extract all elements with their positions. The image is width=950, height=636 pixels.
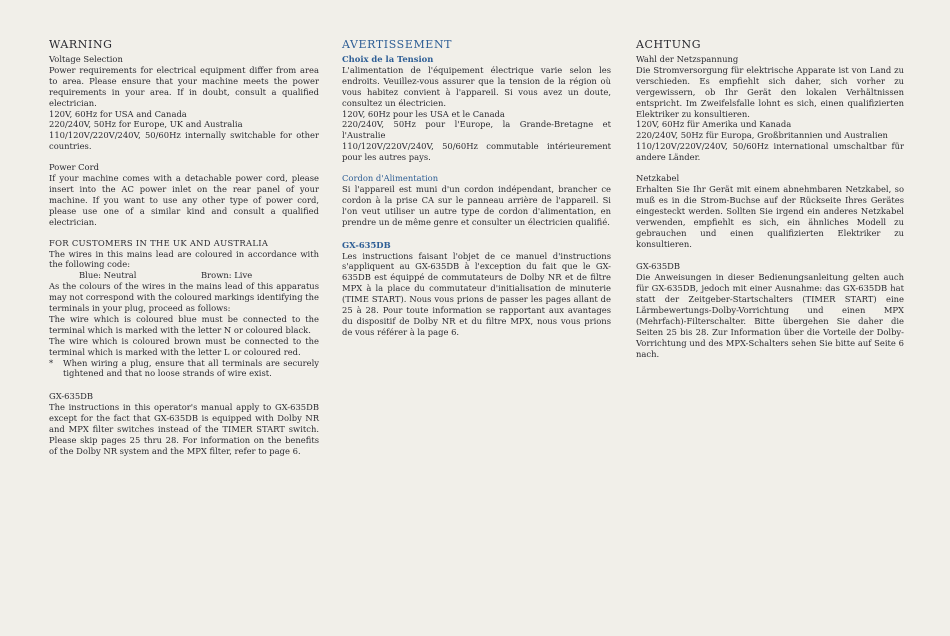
note-text: When wiring a plug, ensure that all terminals are securely tightened and that no loose strands of wire exist. <box>63 357 319 379</box>
english-voltage-line-2: 220/240V, 50Hz for Europe, UK and Australia <box>49 119 243 130</box>
french-heading: AVERTISSEMENT <box>342 38 453 51</box>
german-voltage-line-2: 220/240V, 50Hz für Europa, Großbritannien und Australien <box>636 130 888 141</box>
english-voltage-line-1: 120V, 60Hz for USA and Canada <box>49 108 187 119</box>
french-voltage-line-3: 110/120V/220V/240V, 50/60Hz commutable intérieurement pour les autres pays. <box>342 141 611 163</box>
german-model-title: GX-635DB <box>636 261 681 272</box>
french-column <box>342 38 611 338</box>
english-uk-au-p1: As the colours of the wires in the mains lead of this apparatus may not correspond with the coloured markings identifying the terminals in your plug, proceed as follows: <box>49 281 319 314</box>
english-heading: WARNING <box>49 38 113 51</box>
code-blue-neutral: Blue: Neutral <box>79 270 137 281</box>
english-power-cord-title: Power Cord <box>49 162 99 173</box>
french-voltage-line-2: 220/240V, 50Hz pour l'Europe, la Grande-Bretagne et l'Australie <box>342 119 611 141</box>
french-model-title: GX-635DB <box>342 239 391 250</box>
note-asterisk: * <box>49 357 54 368</box>
german-heading: ACHTUNG <box>636 38 702 51</box>
english-column <box>49 38 319 457</box>
german-column <box>636 38 904 360</box>
german-voltage-line-1: 120V, 60Hz für Amerika und Kanada <box>636 119 792 130</box>
english-wiring-note <box>49 358 319 380</box>
german-voltage-title: Wahl der Netzspannung <box>636 54 739 64</box>
english-uk-au-title: FOR CUSTOMERS IN THE UK AND AUSTRALIA <box>49 237 269 248</box>
german-voltage-body: Die Stromversorgung für elektrische Apparate ist von Land zu verschieden. Es empfiehlt sich daher, sich vorher zu vergewissern, ob Ihr Gerät den lokalen Verhältnissen entspricht. Im Zweifelsfalle lohnt es sich, einen qualifizierten Elektriker zu konsultieren. <box>636 64 904 119</box>
english-voltage-body: Power requirements for electrical equipment differ from area to area. Please ensure that your machine meets the power requirements in your area. If in doubt, consult a qualified electrician. <box>49 64 319 108</box>
german-model-body: Die Anweisungen in dieser Bedienungsanleitung gelten auch für GX-635DB, jedoch mit einer Ausnahme: das GX-635DB hat statt der Zeitgeber-Startschalters (TIMER START) eine Lärmbewertungs-Dolby-Vorrichtung und einen MPX (Mehrfach)-Filterschalter. Bitte übergehen Sie daher die Seiten 25 bis 28. Zur Information über die Vorteile der Dolby-Vorrichtung und des MPX-Schalters sehen Sie bitte auf Seite 6 nach. <box>636 272 904 359</box>
wire-colour-code <box>49 270 319 281</box>
english-model-body: The instructions in this operator's manual apply to GX-635DB except for the fact that GX-635DB is equipped with Dolby NR and MPX filter switches instead of the TIMER START switch. Please skip pages 25 thru 28. For information on the benefits of the Dolby NR system and the MPX filter, refer to page 6. <box>49 402 319 456</box>
french-voltage-body: L'alimentation de l'équipement électrique varie selon les endroits. Veuillez-vous assurer que la tension de la région où vous habitez convient à l'appareil. Si vous avez un doute, consultez un électricien. <box>342 64 611 108</box>
french-model-body: Les instructions faisant l'objet de ce manuel d'instructions s'appliquent au GX-635DB à l'exception du fait que le GX-635DB est équippé de commutateurs de Dolby NR et de filtre MPX à la place du commutateur d'initialisation de minuterie (TIME START). Nous vous prions de passer les pages allant de 25 à 28. Pour toute information se rapportant aux avantages du dispositif de Dolby NR et du filtre MPX, nous vous prions de vous référer à la page 6. <box>342 250 611 337</box>
german-power-cord-body: Erhalten Sie Ihr Gerät mit einem abnehmbaren Netzkabel, so muß es in die Strom-Buchse auf der Rückseite Ihres Gerätes eingesteckt werden. Sollten Sie irgend ein anderes Netzkabel verwenden, empfiehlt es sich, ein ähnliches Modell zu gebrauchen und einen qualifizierten Elektriker zu konsultieren. <box>636 183 904 249</box>
english-uk-au-p3: The wire which is coloured brown must be connected to the terminal which is marked with the letter L or coloured red. <box>49 335 319 357</box>
french-power-cord-body: Si l'appareil est muni d'un cordon indépendant, brancher ce cordon à la prise CA sur le panneau arrière de l'appareil. Si l'on veut utiliser un autre type de cordon d'alimentation, en prendre un de même genre et consulter un électricien qualifié. <box>342 183 611 227</box>
english-voltage-title: Voltage Selection <box>49 54 123 64</box>
german-power-cord-title: Netzkabel <box>636 173 680 184</box>
code-brown-live: Brown: Live <box>201 270 253 281</box>
english-voltage-line-3: 110/120V/220V/240V, 50/60Hz internally switchable for other countries. <box>49 130 319 152</box>
english-model-title: GX-635DB <box>49 391 94 402</box>
english-uk-au-intro: The wires in this mains lead are coloured in accordance with the following code: <box>49 248 319 270</box>
german-voltage-line-3: 110/120V/220V/240V, 50/60Hz international umschaltbar für andere Länder. <box>636 141 904 163</box>
english-power-cord-body: If your machine comes with a detachable power cord, please insert into the AC power inlet on the rear panel of your machine. If you want to use any other type of power cord, please use one of a similar kind and consult a qualified electrician. <box>49 173 319 227</box>
french-power-cord-title: Cordon d'Alimentation <box>342 173 439 184</box>
english-uk-au-p2: The wire which is coloured blue must be connected to the terminal which is marked with the letter N or coloured black. <box>49 313 319 335</box>
french-voltage-title: Choix de la Tension <box>342 54 434 64</box>
french-voltage-line-1: 120V, 60Hz pour les USA et le Canada <box>342 108 505 119</box>
